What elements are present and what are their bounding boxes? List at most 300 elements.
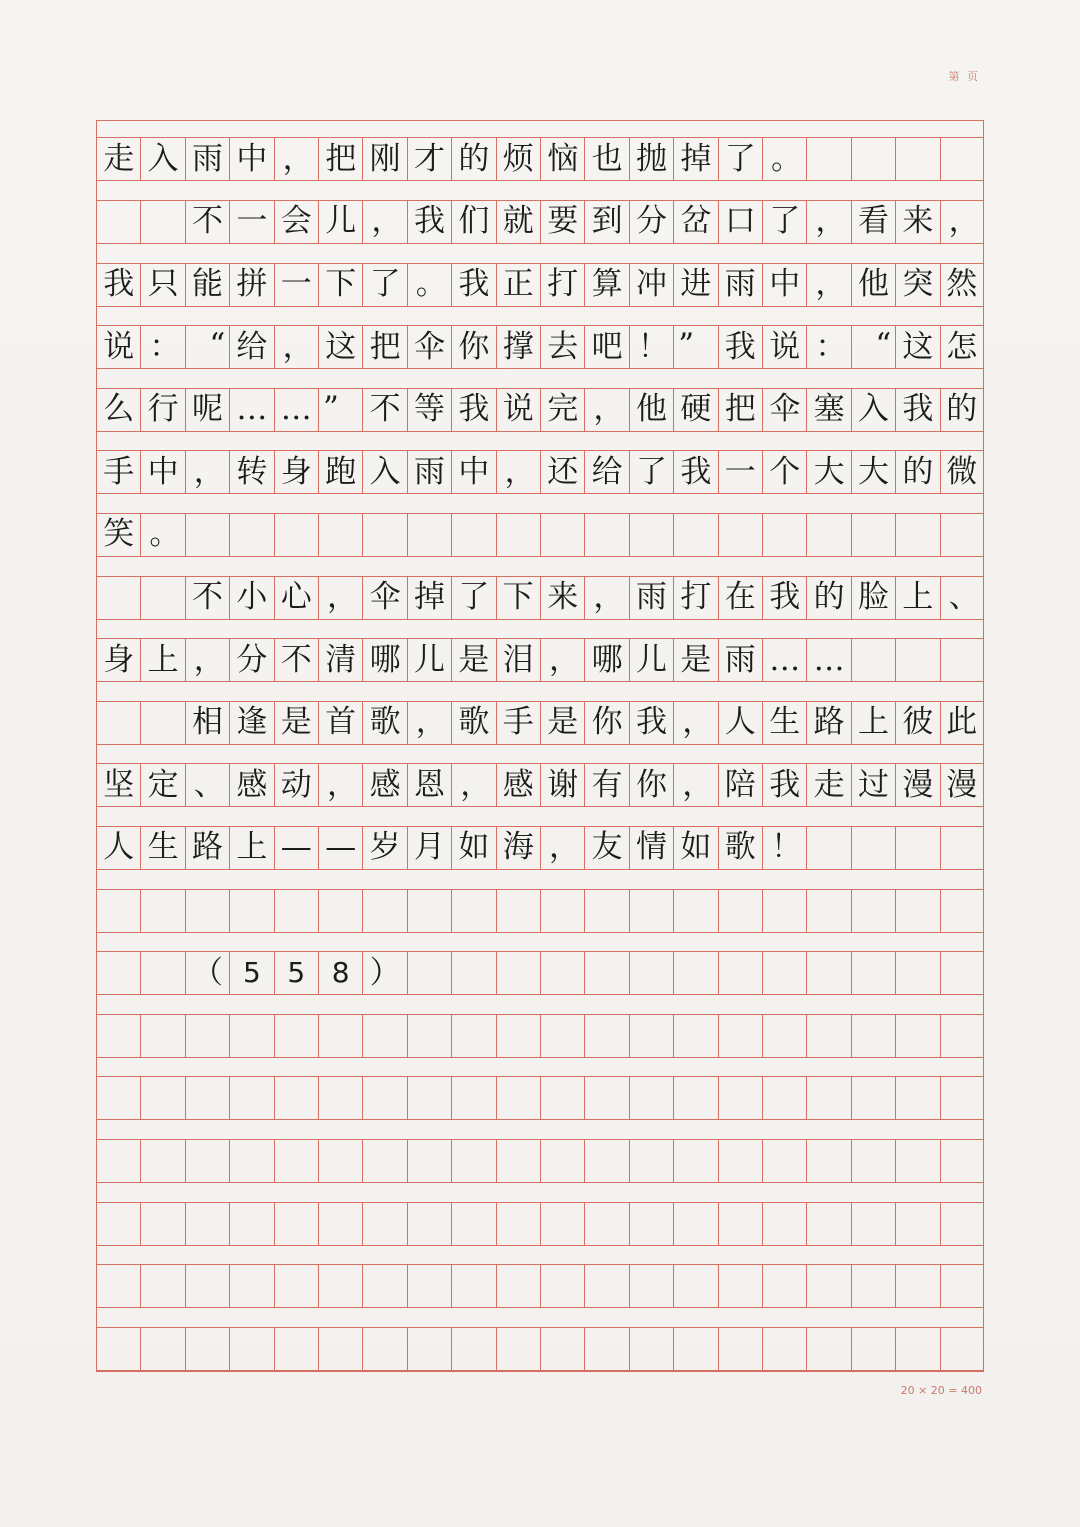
grid-cell: 手 bbox=[96, 451, 140, 493]
grid-cell: 不 bbox=[362, 389, 406, 431]
grid-cell bbox=[806, 890, 850, 932]
grid-cell: 能 bbox=[185, 264, 229, 306]
grid-cell: 把 bbox=[362, 326, 406, 368]
grid-cell: 中 bbox=[229, 138, 273, 180]
grid-cell: 冲 bbox=[629, 264, 673, 306]
grid-cell: 5 bbox=[274, 952, 318, 994]
grid-cell bbox=[140, 890, 184, 932]
grid-cell: 不 bbox=[185, 577, 229, 619]
grid-cell bbox=[584, 1140, 628, 1182]
grid-cell bbox=[629, 1077, 673, 1119]
grid-cell: ！ bbox=[629, 326, 673, 368]
grid-cell: 漫 bbox=[940, 764, 984, 806]
grid-cell bbox=[673, 1203, 717, 1245]
grid-cell bbox=[673, 890, 717, 932]
grid-cell: 我 bbox=[629, 702, 673, 744]
grid-cell: 、 bbox=[940, 577, 984, 619]
grid-row bbox=[96, 388, 984, 432]
grid-cell: 就 bbox=[496, 201, 540, 243]
grid-cell: 怎 bbox=[940, 326, 984, 368]
grid-cell bbox=[362, 890, 406, 932]
grid-row bbox=[96, 889, 984, 933]
grid-cell: 你 bbox=[584, 702, 628, 744]
grid-cell bbox=[496, 1015, 540, 1057]
grid-cell bbox=[274, 1203, 318, 1245]
grid-cell bbox=[940, 1015, 984, 1057]
grid-cell: … bbox=[806, 639, 850, 681]
grid-cell bbox=[851, 1203, 895, 1245]
grid-cell: 烦 bbox=[496, 138, 540, 180]
grid-cell bbox=[185, 1328, 229, 1370]
grid-cell: 是 bbox=[274, 702, 318, 744]
grid-row bbox=[96, 1014, 984, 1058]
grid-cell bbox=[451, 1203, 495, 1245]
grid-cell bbox=[895, 890, 939, 932]
grid-cell bbox=[274, 1015, 318, 1057]
grid-cell bbox=[673, 1140, 717, 1182]
grid-cell bbox=[806, 1077, 850, 1119]
grid-cell bbox=[229, 890, 273, 932]
grid-cell: 了 bbox=[762, 201, 806, 243]
grid-cell bbox=[451, 1328, 495, 1370]
grid-cell bbox=[274, 1077, 318, 1119]
grid-cell: 拼 bbox=[229, 264, 273, 306]
grid-cell: 了 bbox=[362, 264, 406, 306]
grid-row bbox=[96, 576, 984, 620]
grid-cell bbox=[96, 1140, 140, 1182]
grid-cell bbox=[673, 1265, 717, 1307]
grid-cell bbox=[496, 1265, 540, 1307]
grid-cell bbox=[584, 1328, 628, 1370]
grid-cell: 算 bbox=[584, 264, 628, 306]
grid-cell bbox=[229, 514, 273, 556]
grid-cell: ， bbox=[451, 764, 495, 806]
grid-cell: ！ bbox=[762, 827, 806, 869]
grid-cell: 你 bbox=[629, 764, 673, 806]
grid-cell: 吧 bbox=[584, 326, 628, 368]
grid-cell: 哪 bbox=[362, 639, 406, 681]
grid-cell: 上 bbox=[895, 577, 939, 619]
grid-cell: 中 bbox=[451, 451, 495, 493]
grid-cell: 来 bbox=[540, 577, 584, 619]
grid-cell bbox=[584, 1203, 628, 1245]
grid-cell bbox=[362, 1328, 406, 1370]
grid-cell bbox=[318, 1015, 362, 1057]
grid-cell: 是 bbox=[451, 639, 495, 681]
grid-cell: ， bbox=[274, 138, 318, 180]
grid-cell bbox=[318, 1077, 362, 1119]
grid-cell bbox=[496, 1203, 540, 1245]
grid-cell bbox=[451, 1015, 495, 1057]
grid-cell bbox=[274, 514, 318, 556]
grid-row bbox=[96, 1076, 984, 1120]
grid-cell bbox=[806, 1140, 850, 1182]
grid-cell: 也 bbox=[584, 138, 628, 180]
grid-cell: 我 bbox=[762, 764, 806, 806]
grid-cell: 雨 bbox=[407, 451, 451, 493]
grid-row bbox=[96, 1202, 984, 1246]
grid-cell bbox=[318, 1265, 362, 1307]
grid-cell: 塞 bbox=[806, 389, 850, 431]
grid-cell bbox=[274, 1328, 318, 1370]
grid-cell bbox=[940, 639, 984, 681]
grid-cell: 不 bbox=[185, 201, 229, 243]
grid-cell bbox=[274, 1140, 318, 1182]
grid-cell bbox=[185, 1203, 229, 1245]
grid-cell: 我 bbox=[96, 264, 140, 306]
grid-cell: 抛 bbox=[629, 138, 673, 180]
grid-cell bbox=[407, 1328, 451, 1370]
grid-cell: 伞 bbox=[407, 326, 451, 368]
grid-cell: 谢 bbox=[540, 764, 584, 806]
grid-cell bbox=[806, 1015, 850, 1057]
grid-cell bbox=[318, 890, 362, 932]
grid-cell: 给 bbox=[584, 451, 628, 493]
grid-cell bbox=[96, 1328, 140, 1370]
grid-cell: 。 bbox=[407, 264, 451, 306]
grid-cell: 儿 bbox=[407, 639, 451, 681]
grid-row bbox=[96, 263, 984, 307]
grid-cell: 过 bbox=[851, 764, 895, 806]
grid-cell: ， bbox=[318, 764, 362, 806]
grid-cell: 掉 bbox=[407, 577, 451, 619]
grid-row bbox=[96, 513, 984, 557]
grid-cell bbox=[718, 1265, 762, 1307]
grid-cell bbox=[407, 1203, 451, 1245]
grid-cell: 走 bbox=[96, 138, 140, 180]
grid-cell: ， bbox=[673, 764, 717, 806]
grid-cell bbox=[762, 1265, 806, 1307]
grid-cell bbox=[318, 1203, 362, 1245]
grid-cell: 人 bbox=[96, 827, 140, 869]
grid-cell bbox=[895, 1265, 939, 1307]
grid-cell bbox=[673, 1077, 717, 1119]
grid-cell: 心 bbox=[274, 577, 318, 619]
grid-cell: 你 bbox=[451, 326, 495, 368]
grid-cell: 撑 bbox=[496, 326, 540, 368]
grid-cell: 泪 bbox=[496, 639, 540, 681]
grid-cell bbox=[806, 1203, 850, 1245]
grid-cell: 感 bbox=[362, 764, 406, 806]
grid-cell: 了 bbox=[629, 451, 673, 493]
grid-cell bbox=[229, 1077, 273, 1119]
grid-cell bbox=[806, 1265, 850, 1307]
grid-cell: 把 bbox=[718, 389, 762, 431]
grid-cell bbox=[140, 577, 184, 619]
grid-cell bbox=[718, 890, 762, 932]
grid-cell bbox=[940, 952, 984, 994]
grid-cell: 等 bbox=[407, 389, 451, 431]
grid-cell: 上 bbox=[140, 639, 184, 681]
grid-cell: 彼 bbox=[895, 702, 939, 744]
grid-cell bbox=[584, 1077, 628, 1119]
grid-cell bbox=[806, 138, 850, 180]
grid-cell bbox=[851, 514, 895, 556]
grid-cell bbox=[895, 1203, 939, 1245]
grid-cell bbox=[185, 1140, 229, 1182]
grid-cell: 5 bbox=[229, 952, 273, 994]
grid-cell: 然 bbox=[940, 264, 984, 306]
grid-cell bbox=[673, 952, 717, 994]
grid-cell: — bbox=[274, 827, 318, 869]
grid-cell bbox=[762, 1077, 806, 1119]
grid-cell: 分 bbox=[629, 201, 673, 243]
grid-cell: 要 bbox=[540, 201, 584, 243]
grid-cell bbox=[318, 1328, 362, 1370]
grid-cell: 中 bbox=[140, 451, 184, 493]
grid-cell: 雨 bbox=[718, 639, 762, 681]
grid-cell: 的 bbox=[940, 389, 984, 431]
grid-cell bbox=[762, 1328, 806, 1370]
grid-cell bbox=[940, 1265, 984, 1307]
grid-cell bbox=[229, 1203, 273, 1245]
grid-cell: 来 bbox=[895, 201, 939, 243]
grid-cell bbox=[762, 890, 806, 932]
grid-cell: ” bbox=[318, 389, 362, 431]
grid-cell: 儿 bbox=[318, 201, 362, 243]
grid-cell: ， bbox=[940, 201, 984, 243]
grid-cell bbox=[629, 514, 673, 556]
grid-cell: 这 bbox=[318, 326, 362, 368]
grid-cell: 岔 bbox=[673, 201, 717, 243]
grid-cell bbox=[96, 1077, 140, 1119]
grid-cell: 还 bbox=[540, 451, 584, 493]
grid-cell: 伞 bbox=[762, 389, 806, 431]
grid-row bbox=[96, 1327, 984, 1371]
grid-cell bbox=[540, 952, 584, 994]
grid-cell bbox=[629, 1015, 673, 1057]
grid-cell bbox=[851, 827, 895, 869]
grid-cell: 路 bbox=[806, 702, 850, 744]
grid-cell bbox=[451, 952, 495, 994]
grid-cell bbox=[96, 201, 140, 243]
grid-cell: 雨 bbox=[629, 577, 673, 619]
grid-row bbox=[96, 951, 984, 995]
grid-cell: 大 bbox=[851, 451, 895, 493]
grid-row bbox=[96, 701, 984, 745]
grid-cell: 硬 bbox=[673, 389, 717, 431]
grid-cell: 说 bbox=[762, 326, 806, 368]
grid-cell bbox=[895, 1015, 939, 1057]
grid-cell bbox=[673, 1328, 717, 1370]
grid-cell bbox=[140, 1077, 184, 1119]
grid-cell: ， bbox=[673, 702, 717, 744]
grid-cell: 口 bbox=[718, 201, 762, 243]
grid-cell: 岁 bbox=[362, 827, 406, 869]
grid-cell: 一 bbox=[718, 451, 762, 493]
grid-cell bbox=[895, 952, 939, 994]
grid-cell bbox=[362, 1077, 406, 1119]
grid-cell: 恼 bbox=[540, 138, 584, 180]
grid-cell bbox=[540, 1328, 584, 1370]
grid-cell bbox=[407, 514, 451, 556]
grid-cell: 雨 bbox=[185, 138, 229, 180]
grid-cell: 感 bbox=[229, 764, 273, 806]
grid-cell bbox=[762, 1140, 806, 1182]
grid-cell: 在 bbox=[718, 577, 762, 619]
grid-cell bbox=[318, 1140, 362, 1182]
grid-cell: 坚 bbox=[96, 764, 140, 806]
grid-cell: 8 bbox=[318, 952, 362, 994]
grid-cell: 陪 bbox=[718, 764, 762, 806]
grid-cell bbox=[673, 1015, 717, 1057]
grid-cell: 才 bbox=[407, 138, 451, 180]
grid-cell bbox=[806, 952, 850, 994]
grid-cell: 这 bbox=[895, 326, 939, 368]
page-number-mark: 第 页 bbox=[948, 70, 980, 83]
grid-cell: 我 bbox=[895, 389, 939, 431]
grid-cell bbox=[940, 890, 984, 932]
grid-cell bbox=[940, 1140, 984, 1182]
grid-cell: 说 bbox=[496, 389, 540, 431]
grid-cell: 伞 bbox=[362, 577, 406, 619]
grid-cell: 恩 bbox=[407, 764, 451, 806]
grid-cell bbox=[496, 952, 540, 994]
grid-cell: 有 bbox=[584, 764, 628, 806]
grid-cell: ， bbox=[407, 702, 451, 744]
grid-cell: … bbox=[274, 389, 318, 431]
grid-cell bbox=[496, 1077, 540, 1119]
grid-cell bbox=[540, 1203, 584, 1245]
grid-cell bbox=[851, 639, 895, 681]
grid-cell bbox=[140, 1015, 184, 1057]
grid-cell bbox=[496, 890, 540, 932]
grid-cell: 首 bbox=[318, 702, 362, 744]
grid-cell: ， bbox=[584, 577, 628, 619]
grid-cell: 入 bbox=[851, 389, 895, 431]
grid-cell: 打 bbox=[673, 577, 717, 619]
grid-cell: 是 bbox=[673, 639, 717, 681]
grid-cell bbox=[496, 514, 540, 556]
grid-cell bbox=[851, 1265, 895, 1307]
grid-cell bbox=[718, 1328, 762, 1370]
grid-cell: 身 bbox=[96, 639, 140, 681]
grid-cell bbox=[895, 514, 939, 556]
grid-cell bbox=[407, 890, 451, 932]
grid-cell: 我 bbox=[407, 201, 451, 243]
grid-cell bbox=[274, 890, 318, 932]
grid-cell: 会 bbox=[274, 201, 318, 243]
grid-cell bbox=[895, 1140, 939, 1182]
grid-cell bbox=[540, 1015, 584, 1057]
grid-cell bbox=[940, 1203, 984, 1245]
grid-cell bbox=[185, 1265, 229, 1307]
grid-cell bbox=[718, 1203, 762, 1245]
grid-cell bbox=[140, 1203, 184, 1245]
grid-cell: 完 bbox=[540, 389, 584, 431]
grid-cell: 儿 bbox=[629, 639, 673, 681]
grid-cell: ， bbox=[540, 827, 584, 869]
grid-cell: 哪 bbox=[584, 639, 628, 681]
grid-cell bbox=[584, 952, 628, 994]
grid-cell: 跑 bbox=[318, 451, 362, 493]
grid-cell: ， bbox=[185, 639, 229, 681]
grid-cell bbox=[96, 1015, 140, 1057]
grid-cell: 转 bbox=[229, 451, 273, 493]
grid-cell: 相 bbox=[185, 702, 229, 744]
grid-cell bbox=[718, 952, 762, 994]
grid-cell: ， bbox=[584, 389, 628, 431]
grid-cell bbox=[451, 1265, 495, 1307]
grid-cell: 入 bbox=[362, 451, 406, 493]
grid-cell bbox=[629, 952, 673, 994]
grid-cell bbox=[895, 639, 939, 681]
grid-cell: 个 bbox=[762, 451, 806, 493]
grid-cell bbox=[584, 1265, 628, 1307]
grid-cell: 去 bbox=[540, 326, 584, 368]
grid-cell bbox=[140, 1265, 184, 1307]
grid-row bbox=[96, 1264, 984, 1308]
grid-cell: 漫 bbox=[895, 764, 939, 806]
grid-cell bbox=[407, 1265, 451, 1307]
grid-cell: 友 bbox=[584, 827, 628, 869]
grid-cell bbox=[851, 890, 895, 932]
grid-cell bbox=[540, 890, 584, 932]
grid-cell bbox=[274, 1265, 318, 1307]
grid-cell bbox=[940, 827, 984, 869]
grid-cell bbox=[895, 1328, 939, 1370]
grid-cell: ） bbox=[362, 952, 406, 994]
grid-cell bbox=[96, 702, 140, 744]
grid-cell bbox=[229, 1015, 273, 1057]
grid-cell bbox=[96, 1203, 140, 1245]
grid-cell bbox=[140, 702, 184, 744]
grid-cell bbox=[762, 952, 806, 994]
grid-cell: 给 bbox=[229, 326, 273, 368]
grid-cell bbox=[940, 1328, 984, 1370]
grid-cell: 把 bbox=[318, 138, 362, 180]
grid-cell bbox=[96, 890, 140, 932]
grid-cell bbox=[451, 1077, 495, 1119]
grid-cell: 只 bbox=[140, 264, 184, 306]
grid-cell bbox=[540, 1077, 584, 1119]
grid-cell: 他 bbox=[629, 389, 673, 431]
grid-cell: 呢 bbox=[185, 389, 229, 431]
grid-cell: 他 bbox=[851, 264, 895, 306]
grid-cell bbox=[229, 1328, 273, 1370]
grid-cell: ， bbox=[496, 451, 540, 493]
grid-cell bbox=[718, 1015, 762, 1057]
grid-cell: “ bbox=[185, 326, 229, 368]
grid-cell bbox=[362, 1203, 406, 1245]
grid-cell bbox=[629, 1203, 673, 1245]
grid-cell: 小 bbox=[229, 577, 273, 619]
grid-cell bbox=[718, 1140, 762, 1182]
grid-cell bbox=[629, 1328, 673, 1370]
grid-cell bbox=[96, 1265, 140, 1307]
grid-cell bbox=[851, 1015, 895, 1057]
grid-cell bbox=[362, 514, 406, 556]
grid-cell bbox=[718, 514, 762, 556]
grid-row bbox=[96, 450, 984, 494]
grid-cell: 是 bbox=[540, 702, 584, 744]
grid-cell bbox=[140, 201, 184, 243]
grid-cell: “ bbox=[851, 326, 895, 368]
grid-cell: 走 bbox=[806, 764, 850, 806]
grid-cell: 了 bbox=[451, 577, 495, 619]
grid-cell: 一 bbox=[229, 201, 273, 243]
grid-cell bbox=[940, 1077, 984, 1119]
grid-cell bbox=[140, 1140, 184, 1182]
grid-cell bbox=[895, 138, 939, 180]
grid-cell: 如 bbox=[673, 827, 717, 869]
grid-cell: 歌 bbox=[362, 702, 406, 744]
grid-cell bbox=[540, 514, 584, 556]
grid-cell: 掉 bbox=[673, 138, 717, 180]
grid-row bbox=[96, 137, 984, 181]
grid-cell bbox=[762, 514, 806, 556]
grid-row bbox=[96, 200, 984, 244]
